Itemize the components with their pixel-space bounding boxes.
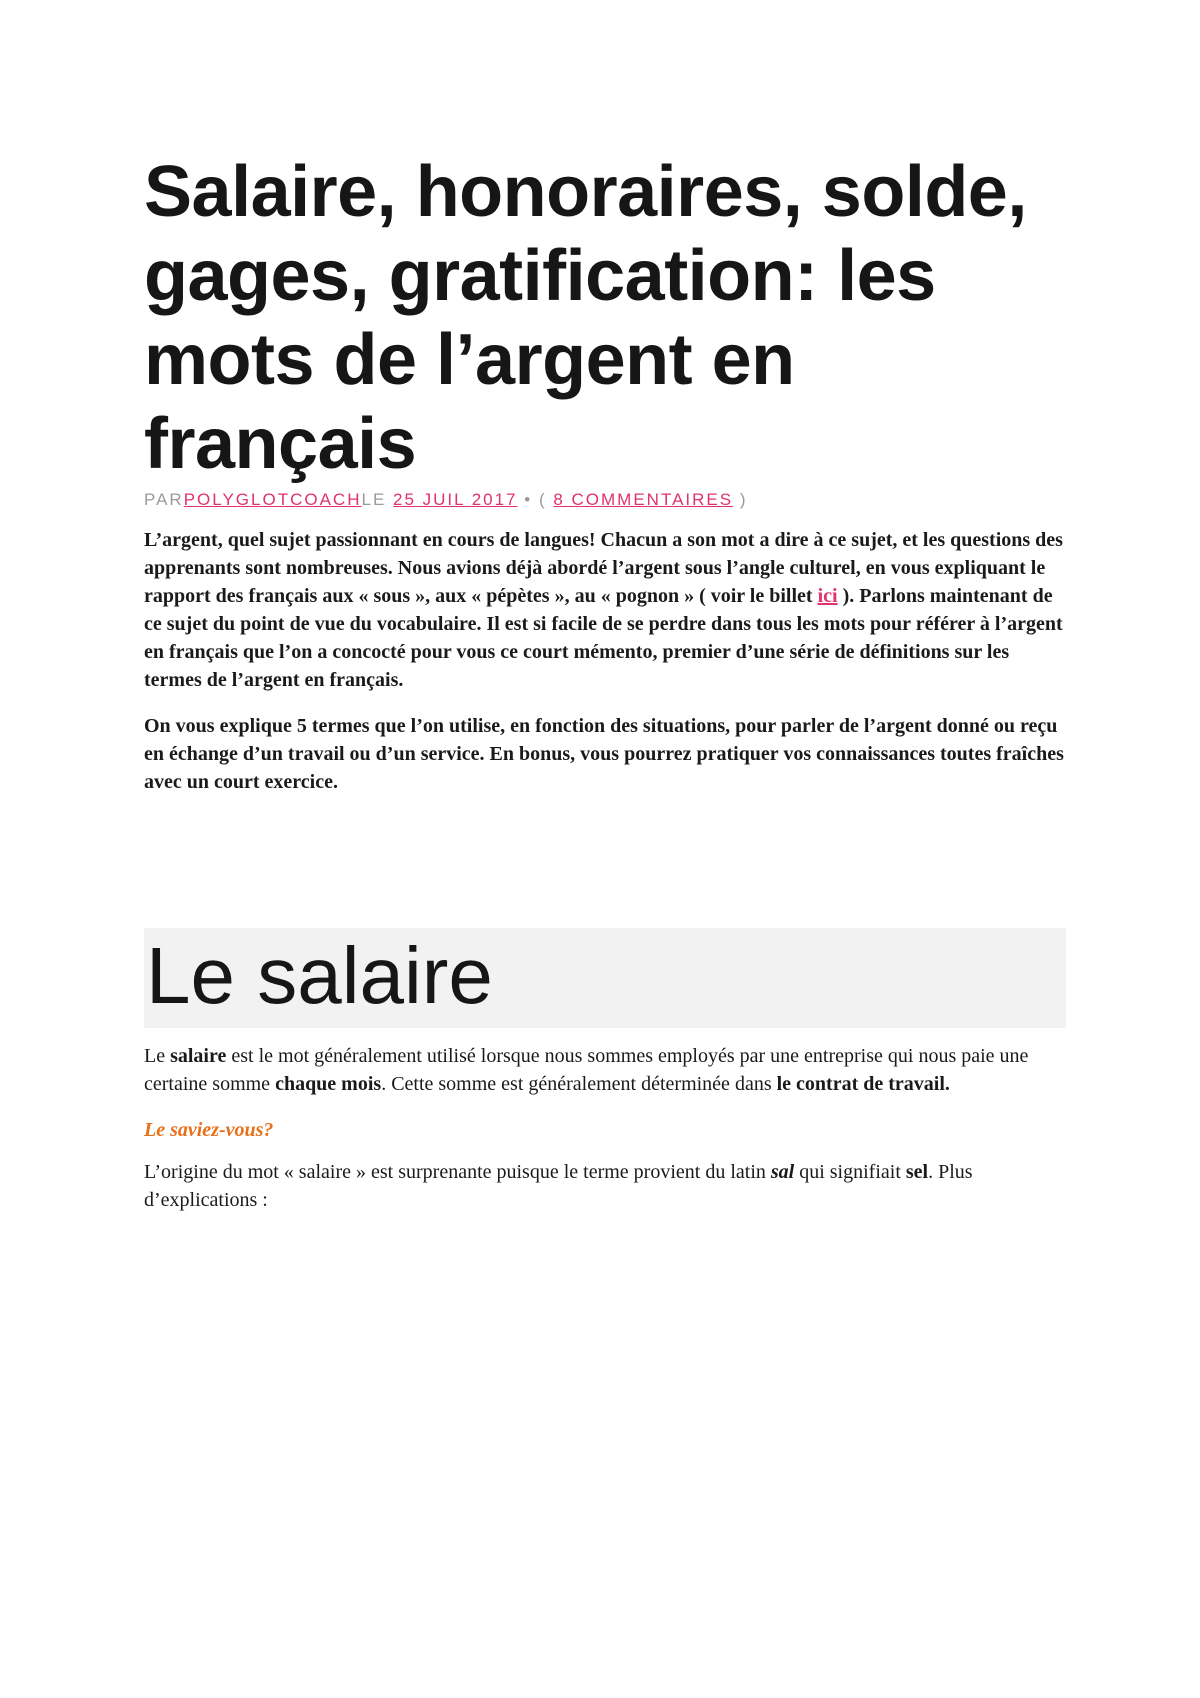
text: . Cette somme est généralement déterminée dans xyxy=(381,1073,777,1095)
article xyxy=(144,150,1064,1214)
did-you-know-title: Le saviez-vous? xyxy=(144,1119,274,1141)
term-chaque-mois: chaque mois xyxy=(275,1073,382,1095)
intro-paragraph-2: On vous explique 5 termes que l’on utilise, en fonction des situations, pour parler de l’argent donné ou reçu en échange d’un travail ou d’un service. En bonus, vous pourrez pratiquer vos connaissances toutes fraîches avec un court exercice. xyxy=(144,715,1064,793)
billet-link[interactable]: ici xyxy=(817,585,838,607)
intro-text-2: ). Parlons maintenant de ce sujet du point de vue du vocabulaire. Il est si facile de se perdre dans tous les mots pour référer à l’argent en français que l’on a concocté pour vous ce court mémento, premier d’une série de définitions sur les termes de l’argent en français. xyxy=(144,585,1063,691)
text: est le mot généralement utilisé lorsque nous sommes employés par une entreprise qui nous paie une certaine somme xyxy=(144,1045,1029,1095)
term-contrat: le contrat de travail xyxy=(776,1073,945,1095)
article-title: Salaire, honoraires, solde, gages, gratification: les mots de l’argent en français xyxy=(144,152,1027,484)
by-label: PAR xyxy=(144,490,184,509)
text: . Plus d’explications : xyxy=(144,1161,973,1211)
intro-text-1: L’argent, quel sujet passionnant en cours de langues! Chacun a son mot a dire à ce sujet, et les questions des apprenants sont nombreuses. Nous avions déjà abordé l’argent sous l’angle culturel, en vous expliquant le rapport des français aux « sous », aux « pépètes », au « pognon » ( voir le billet xyxy=(144,529,1063,607)
term-sal: sal xyxy=(770,1161,795,1183)
date-link[interactable]: 25 JUIL 2017 xyxy=(393,490,518,509)
paren-close: ) xyxy=(739,490,748,509)
meta-separator: • xyxy=(524,490,533,509)
text: Le xyxy=(144,1045,171,1067)
salaire-definition xyxy=(144,1042,1064,1098)
section-title: Le salaire xyxy=(146,931,493,1020)
paren-open: ( xyxy=(538,490,547,509)
date-prefix: LE xyxy=(361,490,387,509)
text: L’origine du mot « salaire » est surprenante puisque le terme provient du latin xyxy=(144,1161,771,1183)
article-meta xyxy=(144,488,1064,512)
term-salaire: salaire xyxy=(170,1045,227,1067)
intro-paragraph-1 xyxy=(144,526,1064,694)
text: . xyxy=(944,1073,950,1095)
section-heading-salaire xyxy=(144,928,1066,1028)
salaire-origin xyxy=(144,1158,1064,1214)
text: qui signifiait xyxy=(794,1161,906,1183)
comments-link[interactable]: 8 COMMENTAIRES xyxy=(553,490,734,509)
term-sel: sel xyxy=(905,1161,929,1183)
author-link[interactable]: POLYGLOTCOACH xyxy=(183,490,362,509)
